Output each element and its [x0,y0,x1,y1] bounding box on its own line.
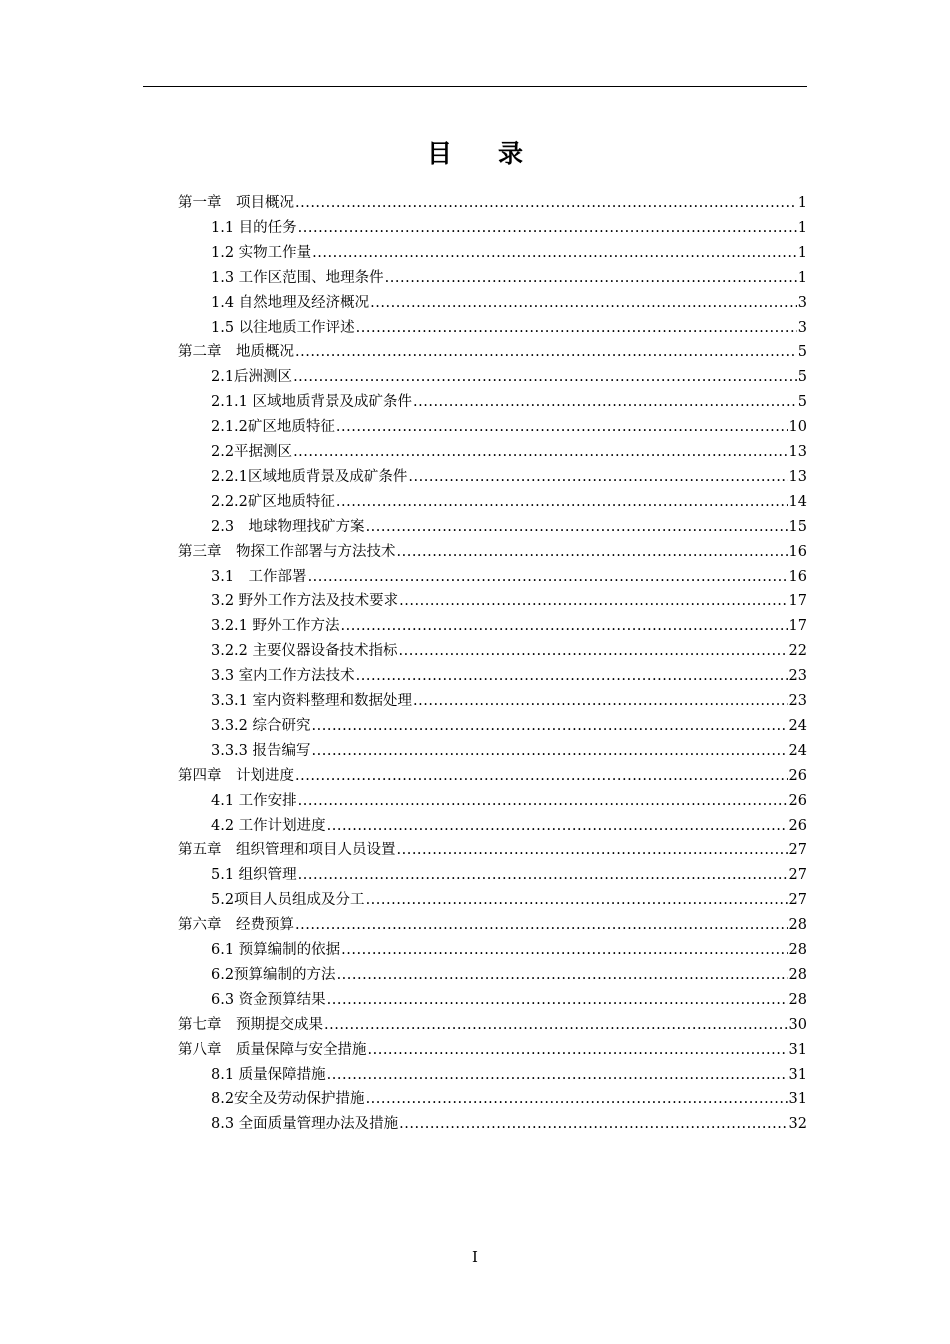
toc-section-entry[interactable] [211,316,807,340]
toc-entry-page: 23 [788,668,807,685]
toc-entry-title: 第一章 项目概况 [178,195,294,211]
toc-entry-page: 27 [788,867,807,884]
toc-entry-page: 22 [788,643,807,660]
toc-section-entry[interactable] [211,241,807,265]
toc-section-entry[interactable] [211,789,807,813]
header-rule [143,86,807,87]
toc-entry-title: 3.2.1 野外工作方法 [211,618,340,635]
toc-chapter-entry[interactable] [178,191,807,215]
toc-entry-title: 第六章 经费预算 [178,917,294,934]
toc-entry-page: 32 [788,1116,807,1133]
toc-dot-leader [397,838,788,862]
toc-entry-page: 13 [788,468,807,485]
toc-entry-page: 16 [788,568,807,585]
toc-dot-leader [295,913,788,937]
toc-entry-page: 28 [788,966,807,983]
toc-entry-title: 第五章 组织管理和项目人员设置 [178,842,396,859]
toc-section-entry[interactable] [211,440,807,464]
toc-dot-leader [356,664,788,688]
toc-entry-title: 第八章 质量保障与安全措施 [178,1041,367,1058]
toc-chapter-entry[interactable] [178,340,807,364]
toc-dot-leader [337,963,788,987]
toc-dot-leader [298,216,797,240]
toc-entry-title: 第七章 预期提交成果 [178,1016,323,1033]
toc-section-entry[interactable] [211,814,807,838]
toc-dot-leader [356,316,797,340]
toc-entry-page: 1 [797,195,807,211]
toc-dot-leader [324,1013,788,1037]
toc-entry-page: 27 [788,892,807,909]
toc-entry-title: 6.1 预算编制的依据 [211,942,341,958]
toc-entry-page: 1 [797,244,807,261]
toc-section-entry[interactable] [211,689,807,713]
toc-entry-page: 15 [788,518,807,535]
toc-section-entry[interactable] [211,888,807,912]
toc-entry-title: 2.1.1 区域地质背景及成矿条件 [211,394,413,411]
toc-dot-leader [312,739,788,763]
toc-dot-leader [295,340,797,364]
toc-entry-page: 17 [788,593,807,610]
toc-entry-title: 3.2.2 主要仪器设备技术指标 [211,643,398,660]
toc-entry-page: 31 [788,1066,807,1083]
toc-dot-leader [341,614,788,638]
toc-section-entry[interactable] [211,266,807,290]
toc-entry-title: 5.2项目人员组成及分工 [211,892,365,909]
toc-entry-page: 5 [797,344,807,361]
toc-dot-leader [408,465,787,489]
toc-chapter-entry[interactable] [178,540,807,564]
toc-dot-leader [312,714,788,738]
toc-section-entry[interactable] [211,1112,807,1136]
toc-section-entry[interactable] [211,490,807,514]
toc-entry-page: 28 [788,917,807,934]
toc-section-entry[interactable] [211,291,807,315]
toc-entry-title: 2.2.2矿区地质特征 [211,493,335,510]
page-number: I [472,1248,478,1266]
toc-dot-leader [370,291,797,315]
toc-entry-page: 26 [788,767,807,784]
toc-dot-leader [397,540,788,564]
toc-chapter-entry[interactable] [178,764,807,788]
toc-section-entry[interactable] [211,216,807,240]
toc-entry-title: 2.2平据测区 [211,444,293,460]
toc-dot-leader [295,191,797,215]
toc-entry-title: 8.1 质量保障措施 [211,1066,326,1083]
toc-section-entry[interactable] [211,1087,807,1111]
toc-dot-leader [312,241,797,265]
toc-entry-page: 31 [788,1091,807,1108]
toc-entry-title: 8.2安全及劳动保护措施 [211,1091,365,1108]
toc-dot-leader [399,589,787,613]
toc-dot-leader [366,888,788,912]
toc-entry-page: 17 [788,618,807,635]
toc-entry-page: 28 [788,942,807,958]
toc-entry-page: 3 [797,319,807,336]
toc-entry-page: 14 [788,493,807,510]
toc-entry-page: 26 [788,792,807,809]
toc-dot-leader [293,365,797,389]
toc-section-entry[interactable] [211,963,807,987]
toc-dot-leader [399,1112,787,1136]
toc-entry-title: 5.1 组织管理 [211,867,297,884]
toc-entry-page: 1 [797,219,807,236]
toc-dot-leader [293,440,787,464]
toc-dot-leader [327,988,788,1012]
toc-entry-page: 26 [788,817,807,834]
toc-entry-title: 3.3 室内工作方法技术 [211,668,355,685]
toc-section-entry[interactable] [211,639,807,663]
toc-dot-leader [366,515,788,539]
toc-section-entry[interactable] [211,1063,807,1087]
toc-dot-leader [327,1063,788,1087]
toc-section-entry[interactable] [211,565,807,589]
toc-dot-leader [413,689,788,713]
toc-entry-page: 27 [788,842,807,859]
toc-entry-title: 2.1.2矿区地质特征 [211,419,335,436]
toc-dot-leader [295,764,788,788]
toc-entry-page: 10 [788,419,807,436]
toc-section-entry[interactable] [211,415,807,439]
toc-entry-title: 3.3.2 综合研究 [211,717,311,734]
toc-dot-leader [413,390,797,414]
toc-entry-title: 第三章 物探工作部署与方法技术 [178,543,396,560]
toc-dot-leader [298,863,788,887]
toc-entry-title: 1.1 目的任务 [211,219,297,236]
toc-dot-leader [336,415,788,439]
toc-entry-title: 1.4 自然地理及经济概况 [211,294,370,311]
toc-section-entry[interactable] [211,390,807,414]
toc-entry-page: 5 [797,369,807,386]
toc-entry-title: 4.2 工作计划进度 [211,817,326,834]
toc-entry-title: 2.1后洲测区 [211,369,293,386]
toc-entry-page: 16 [788,543,807,560]
toc-entry-page: 3 [797,294,807,311]
toc-entry-title: 4.1 工作安排 [211,792,297,809]
toc-dot-leader [399,639,788,663]
toc-dot-leader [366,1087,788,1111]
toc-entry-title: 8.3 全面质量管理办法及措施 [211,1116,399,1133]
toc-dot-leader [327,814,788,838]
toc-entry-title: 第二章 地质概况 [178,344,294,361]
toc-entry-title: 6.2预算编制的方法 [211,966,336,983]
toc-chapter-entry[interactable] [178,1013,807,1037]
toc-chapter-entry[interactable] [178,838,807,862]
toc-entry-page: 31 [788,1041,807,1058]
toc-entry-page: 1 [797,269,807,286]
toc-section-entry[interactable] [211,589,807,613]
toc-chapter-entry[interactable] [178,1038,807,1062]
toc-dot-leader [368,1038,788,1062]
toc-dot-leader [298,789,788,813]
toc-entry-title: 2.3 地球物理找矿方案 [211,518,365,535]
toc-entry-page: 5 [797,394,807,411]
toc-section-entry[interactable] [211,515,807,539]
toc-entry-page: 24 [788,717,807,734]
toc-dot-leader [341,938,787,962]
page-title: 目录 [426,139,569,168]
toc-entry-page: 30 [788,1016,807,1033]
toc-section-entry[interactable] [211,938,807,962]
toc-entry-page: 28 [788,991,807,1008]
toc-section-entry[interactable] [211,664,807,688]
toc-entry-title: 3.1 工作部署 [211,568,307,585]
toc-entry-title: 2.2.1区域地质背景及成矿条件 [211,468,408,485]
toc-entry-title: 1.2 实物工作量 [211,244,312,261]
toc-section-entry[interactable] [211,465,807,489]
toc-chapter-entry[interactable] [178,913,807,937]
toc-entry-title: 1.3 工作区范围、地理条件 [211,269,384,286]
toc-dot-leader [308,565,788,589]
toc-entry-title: 第四章 计划进度 [178,767,294,784]
toc-section-entry[interactable] [211,739,807,763]
toc-entry-title: 3.3.3 报告编写 [211,742,311,759]
toc-entry-title: 6.3 资金预算结果 [211,991,326,1008]
toc-section-entry[interactable] [211,614,807,638]
toc-section-entry[interactable] [211,365,807,389]
toc-section-entry[interactable] [211,714,807,738]
toc-entry-page: 23 [788,693,807,709]
toc-section-entry[interactable] [211,988,807,1012]
toc-section-entry[interactable] [211,863,807,887]
toc-entry-page: 24 [788,742,807,759]
toc-dot-leader [385,266,797,290]
toc-dot-leader [336,490,788,514]
toc-entry-title: 1.5 以往地质工作评述 [211,319,355,336]
toc-entry-page: 13 [788,444,807,460]
toc-entry-title: 3.3.1 室内资料整理和数据处理 [211,693,413,709]
toc-entry-title: 3.2 野外工作方法及技术要求 [211,593,399,610]
